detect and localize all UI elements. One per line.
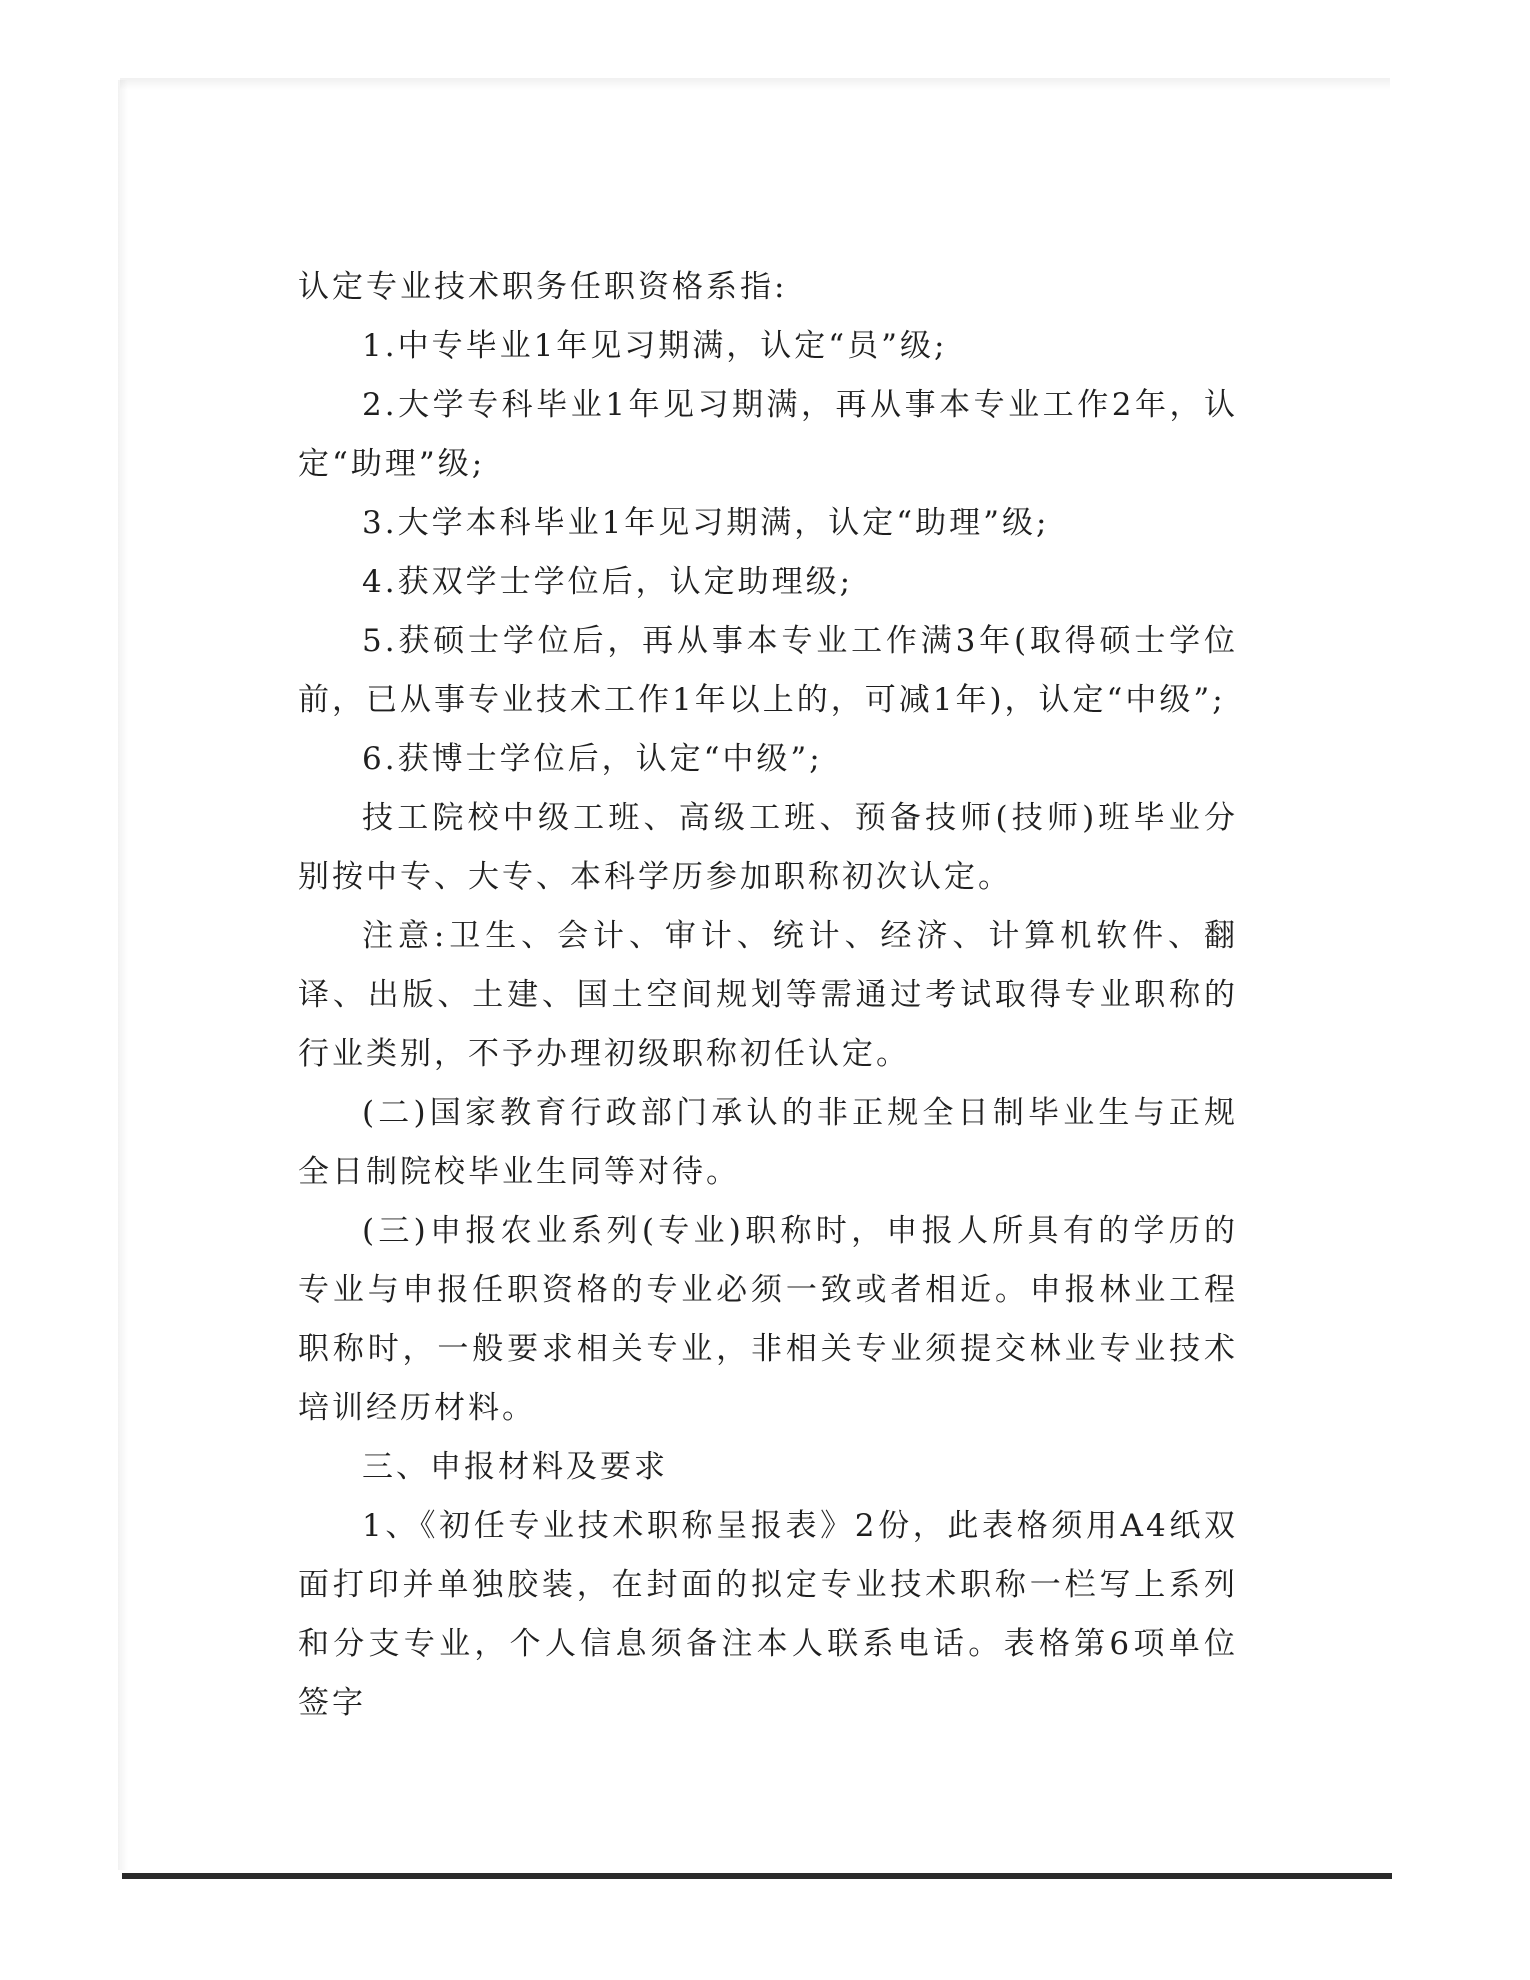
scan-bottom-edge-line: [122, 1873, 1392, 1879]
paragraph-item-4: 4.获双学士学位后，认定助理级;: [362, 564, 854, 600]
paragraph-section-2: (二)国家教育行政部门承认的非正规全日制毕业生与正规全日制院校毕业生同等对待。: [298, 1095, 1238, 1190]
paragraph-materials-item-1: 1、《初任专业技术职称呈报表》2份，此表格须用A4纸双面打印并单独胶装，在封面的拟定专业技术职称一栏写上系列和分支专业，个人信息须备注本人联系电话。表格第6项单位签字: [298, 1508, 1238, 1721]
scan-edge-shadow-left: [118, 80, 128, 1870]
paragraph-item-3: 3.大学本科毕业1年见习期满，认定“助理”级;: [362, 505, 1050, 541]
paragraph-note: 注意:卫生、会计、审计、统计、经济、计算机软件、翻译、出版、土建、国土空间规划等需通过考试取得专业职称的行业类别，不予办理初级职称初任认定。: [298, 918, 1238, 1072]
paragraph-technical-school: 技工院校中级工班、高级工班、预备技师(技师)班毕业分别按中专、大专、本科学历参加职称初次认定。: [298, 800, 1238, 895]
document-body: [298, 258, 1238, 1733]
paragraph-item-1: 1.中专毕业1年见习期满，认定“员”级;: [362, 328, 948, 364]
paragraph-item-6: 6.获博士学位后，认定“中级”;: [362, 741, 823, 777]
scan-edge-shadow-top: [120, 78, 1390, 90]
paragraph-item-2: 2.大学专科毕业1年见习期满，再从事本专业工作2年，认定“助理”级;: [298, 387, 1238, 482]
paragraph-item-5: 5.获硕士学位后，再从事本专业工作满3年(取得硕士学位前，已从事专业技术工作1年以上的，可减1年)，认定“中级”;: [298, 623, 1238, 718]
paragraph-section-3: (三)申报农业系列(专业)职称时，申报人所具有的学历的专业与申报任职资格的专业必须一致或者相近。申报林业工程职称时，一般要求相关专业，非相关专业须提交林业专业技术培训经历材料。: [298, 1213, 1238, 1426]
heading-materials-requirements: 三、申报材料及要求: [362, 1449, 668, 1485]
paragraph-qualification-intro: 认定专业技术职务任职资格系指:: [298, 269, 788, 305]
